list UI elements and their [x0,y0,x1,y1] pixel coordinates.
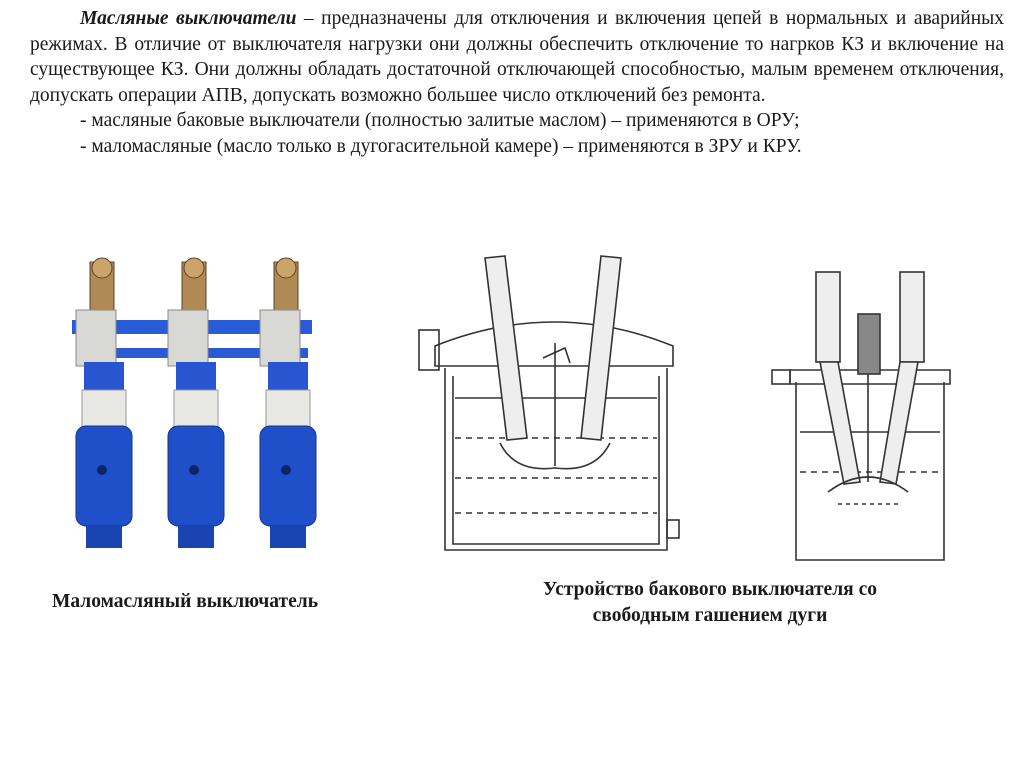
caption-tank-line1: Устройство бакового выключателя со [543,579,877,600]
caption-tank-line2: свободным гашением дуги [592,605,828,626]
term-oil-breakers: Масляные выключатели [80,8,297,29]
type-tank-breakers: - масляные баковые выключатели (полностью залитые маслом) – применяются в ОРУ; [80,110,800,131]
tank-breaker-drawing-side [768,252,968,570]
tank-breaker-drawing-front [405,238,690,560]
text-block [30,6,1004,159]
caption-low-oil-breaker: Маломасляный выключатель [51,591,319,612]
low-oil-breaker-image [62,250,324,560]
intro-definition: – предназначены для отключения и включения цепей в нормальных и аварийных режимах. В отличие от выключателя нагрузки они должны обеспечить отключение то нагрков КЗ и включение на существующее КЗ. Они должны обладать достаточной отключающей способностью, малым временем отключения, допускать операции АПВ, допускать возможно большее число отключений без ремонта. [30,8,1004,106]
caption-tank-breaker [470,577,950,629]
type-low-oil-breakers: - маломасляные (масло только в дугогасительной камере) – применяются в ЗРУ и КРУ. [80,135,802,157]
intro-paragraph [30,6,1004,108]
